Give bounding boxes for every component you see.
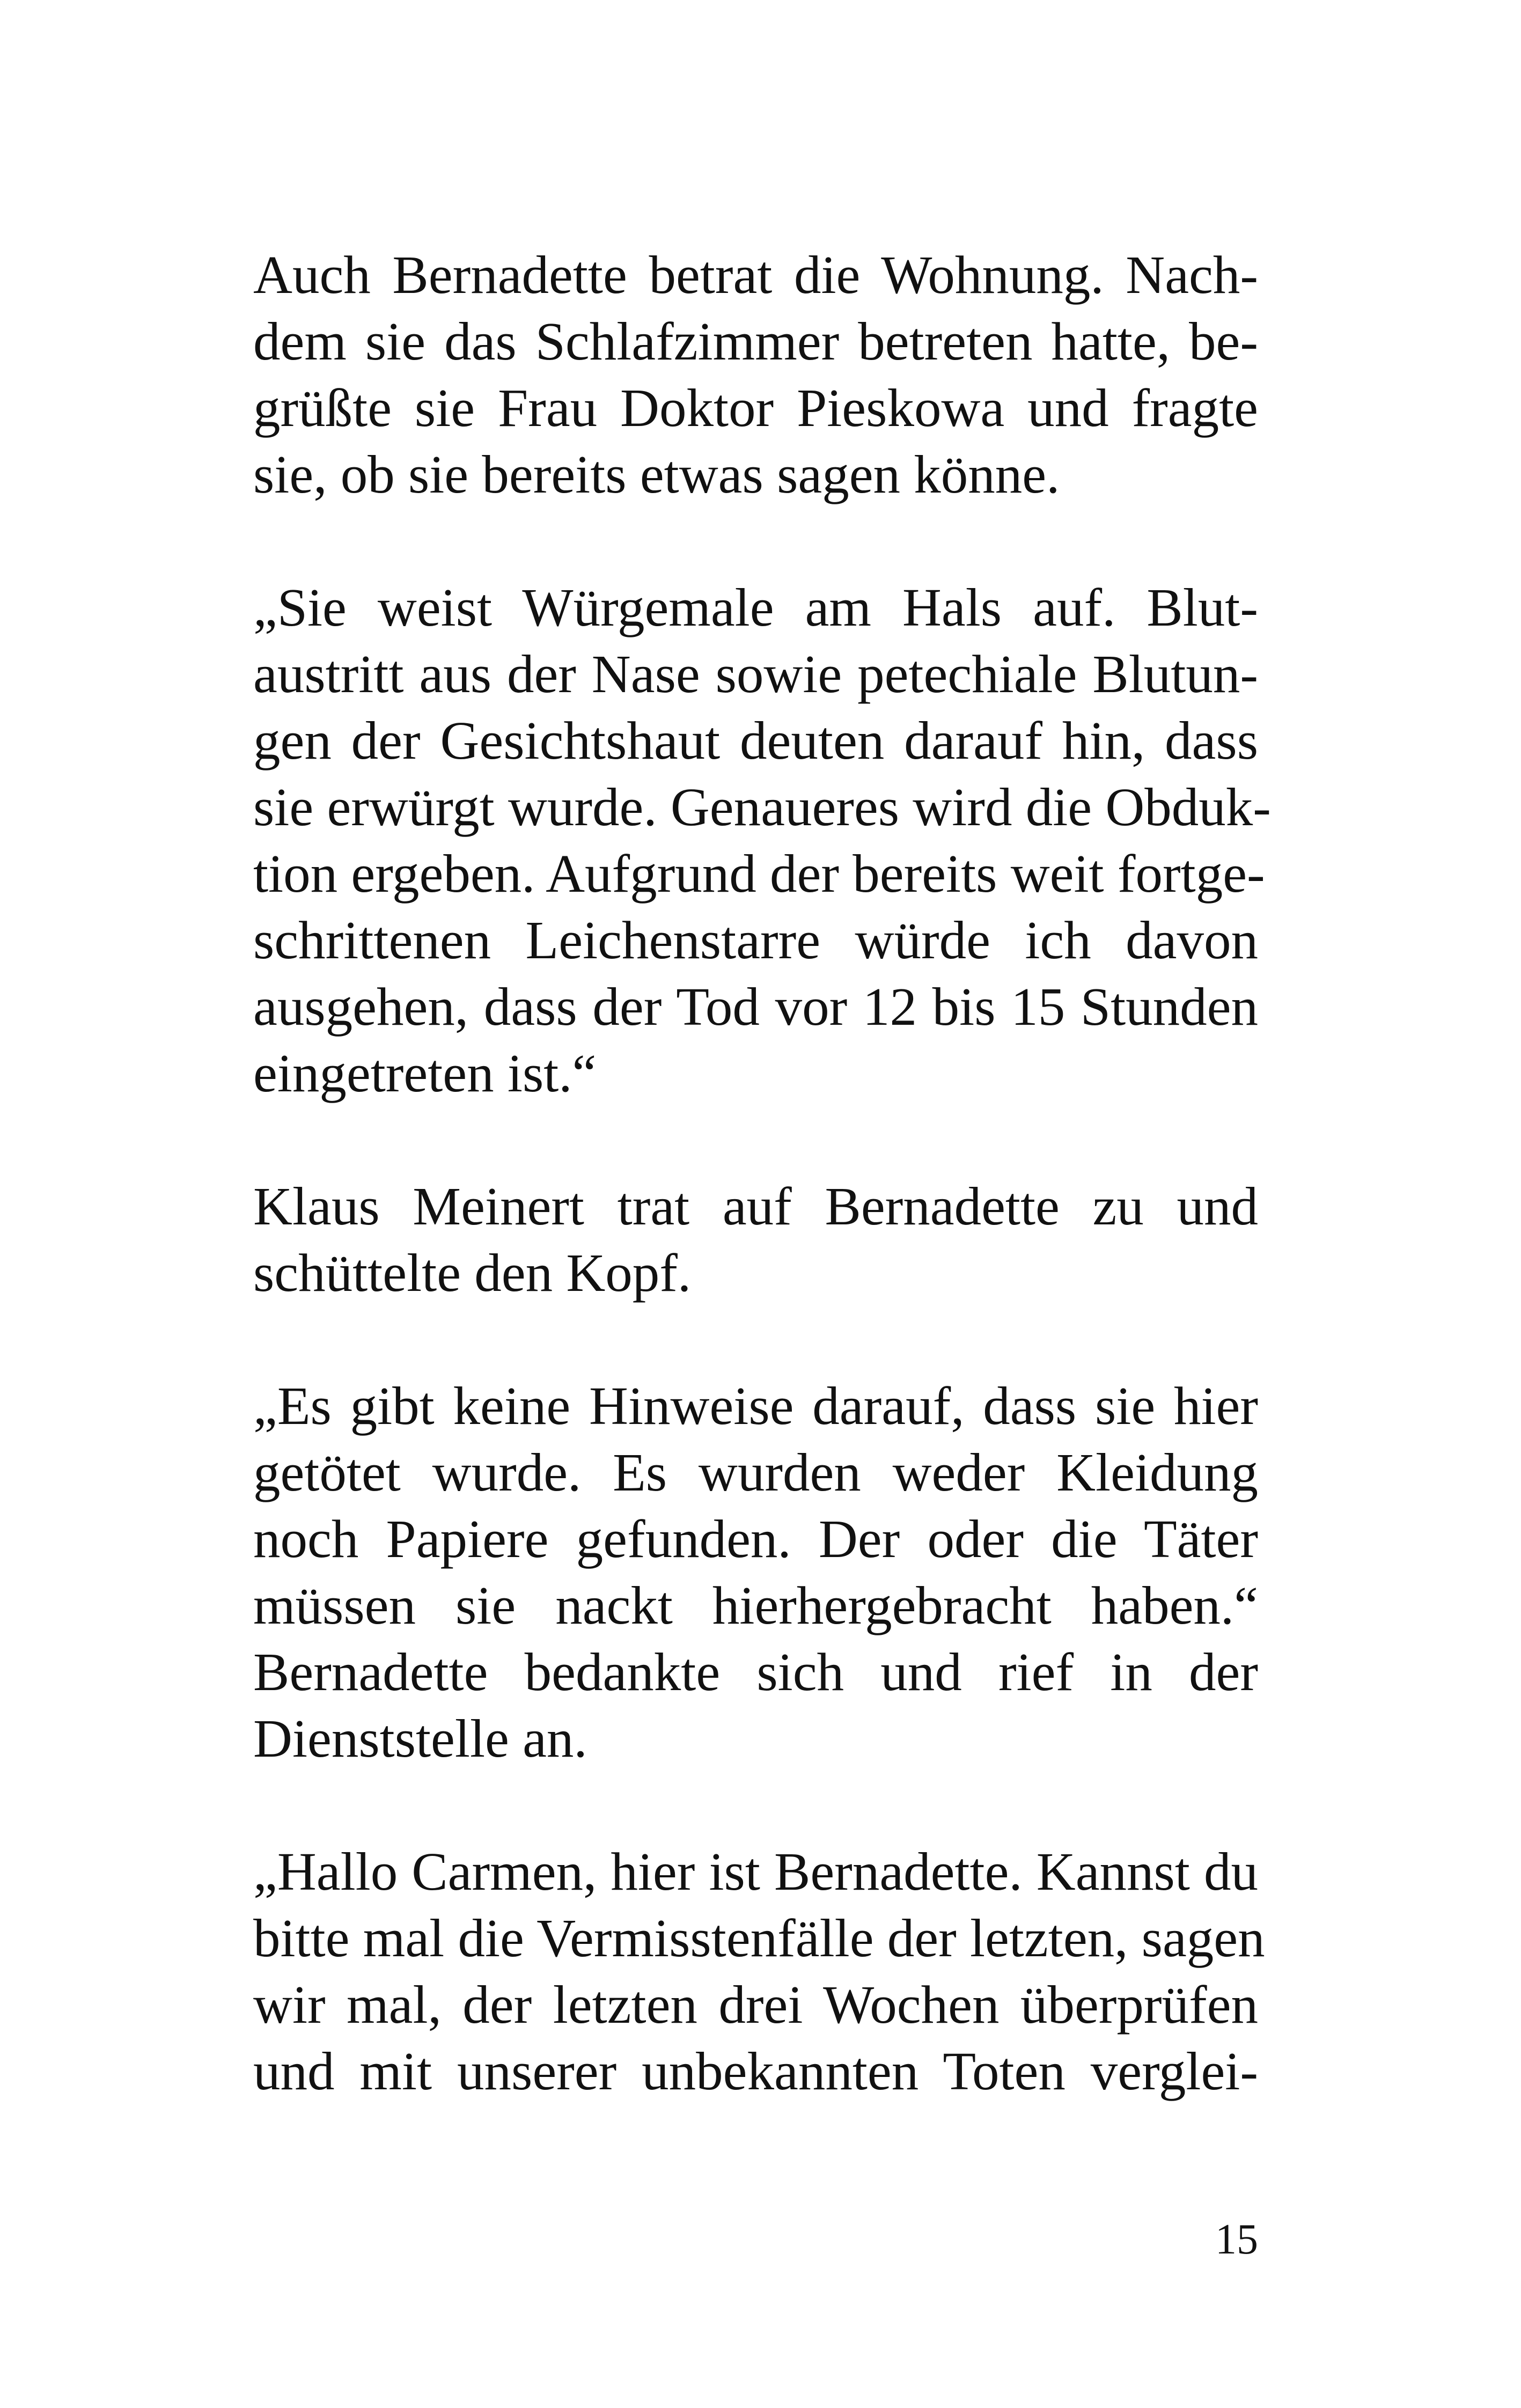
text-line: getötet wurde. Es wurden weder Kleidung: [253, 1442, 1258, 1502]
text-line: tion ergeben. Aufgrund der bereits weit fortge-: [253, 843, 1265, 904]
paragraph-doctor-statement: [253, 574, 1271, 1106]
text-line: sie, ob sie bereits etwas sagen könne.: [253, 444, 1060, 504]
paragraph-spacer: [253, 1772, 1258, 1838]
text-line: grüßte sie Frau Doktor Pieskowa und fragte: [253, 378, 1258, 438]
paragraph-phone-call: [253, 1838, 1265, 2104]
paragraph-arrival: [253, 241, 1258, 508]
text-line: schrittenen Leichenstarre würde ich davon: [253, 910, 1258, 970]
text-line: müssen sie nackt hierhergebracht haben.“: [253, 1575, 1258, 1635]
page-body-text: [253, 241, 1271, 2104]
paragraph-no-evidence: [253, 1372, 1258, 1772]
paragraph-spacer: [253, 1106, 1258, 1173]
text-line: bitte mal die Vermisstenfälle der letzten, sagen: [253, 1908, 1265, 1968]
text-line: und mit unserer unbekannten Toten verglei-: [253, 2041, 1258, 2101]
text-line: wir mal, der letzten drei Wochen überprüfen: [253, 1974, 1258, 2035]
paragraph-klaus-meinert: [253, 1173, 1258, 1306]
text-line: austritt aus der Nase sowie petechiale Blutun-: [253, 644, 1258, 704]
page-number: 15: [1215, 2216, 1258, 2263]
text-line: „Es gibt keine Hinweise darauf, dass sie hier: [253, 1376, 1258, 1436]
text-line: „Hallo Carmen, hier ist Bernadette. Kannst du: [253, 1841, 1258, 1902]
text-line: gen der Gesichtshaut deuten darauf hin, dass: [253, 710, 1258, 770]
text-line: dem sie das Schlafzimmer betreten hatte, be-: [253, 311, 1258, 371]
text-line: ausgehen, dass der Tod vor 12 bis 15 Stunden: [253, 977, 1258, 1037]
text-line: Klaus Meinert trat auf Bernadette zu und: [253, 1176, 1258, 1236]
paragraph-spacer: [253, 508, 1258, 574]
text-line: eingetreten ist.“: [253, 1043, 597, 1103]
text-line: noch Papiere gefunden. Der oder die Täter: [253, 1509, 1258, 1569]
text-line: sie erwürgt wurde. Genaueres wird die Obduk-: [253, 777, 1271, 837]
text-line: Bernadette bedankte sich und rief in der: [253, 1642, 1258, 1702]
text-line: „Sie weist Würgemale am Hals auf. Blut-: [253, 577, 1258, 637]
text-line: schüttelte den Kopf.: [253, 1243, 692, 1303]
paragraph-spacer: [253, 1306, 1258, 1372]
text-line: Dienststelle an.: [253, 1708, 587, 1768]
text-line: Auch Bernadette betrat die Wohnung. Nach-: [253, 245, 1258, 305]
